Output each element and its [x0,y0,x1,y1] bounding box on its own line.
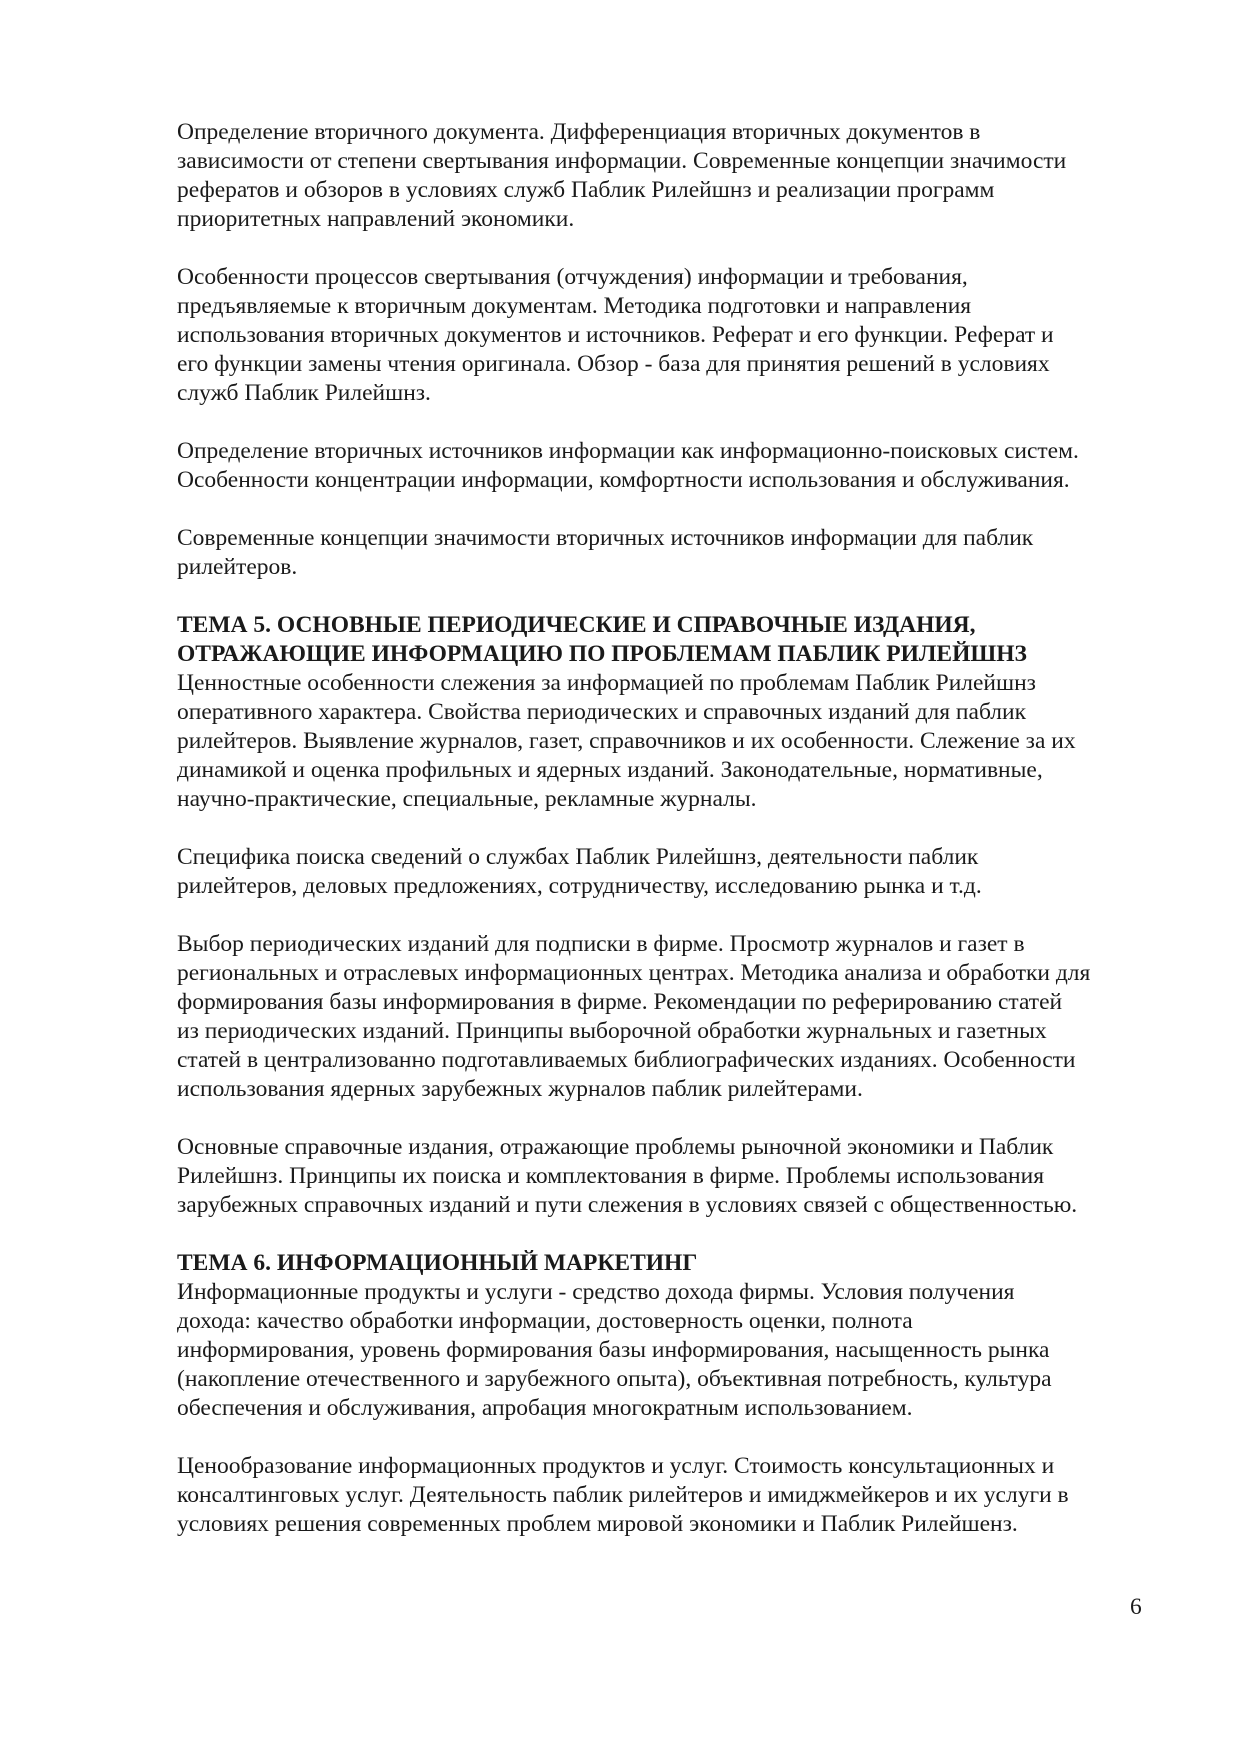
text-line: зависимости от степени свертывания информации. Современные концепции значимости [177,148,1067,174]
text-line: формирования базы информирования в фирме. Рекомендации по реферированию статей [177,989,1063,1015]
text-line: Рилейшнз. Принципы их поиска и комплектования в фирме. Проблемы использования [177,1163,1044,1189]
text-line: условиях решения современных проблем мировой экономики и Паблик Рилейшенз. [177,1511,1018,1537]
text-line: Информационные продукты и услуги - средство дохода фирмы. Условия получения [177,1279,1015,1305]
text-line: рилейтеров. [177,554,298,580]
text-line: служб Паблик Рилейшнз. [177,380,431,406]
paragraph-reference-editions [177,1133,1157,1220]
section-heading-topic-6 [177,1249,1157,1278]
text-line: его функции замены чтения оригинала. Обзор - база для принятия решений в условиях [177,351,1050,377]
text-line: обеспечения и обслуживания, апробация многократным использованием. [177,1395,913,1421]
text-line: региональных и отраслевых информационных центрах. Методика анализа и обработки для [177,960,1091,986]
heading-line: ТЕМА 6. ИНФОРМАЦИОННЫЙ МАРКЕТИНГ [177,1250,698,1276]
paragraph-periodicals-value [177,669,1157,814]
paragraph-folding-processes [177,263,1157,408]
text-line: Определение вторичного документа. Дифференциация вторичных документов в [177,119,981,145]
document-body [177,118,1157,1539]
heading-line: ОТРАЖАЮЩИЕ ИНФОРМАЦИЮ ПО ПРОБЛЕМАМ ПАБЛИК РИЛЕЙШНЗ [177,641,1027,667]
page-number: 6 [1130,1594,1142,1620]
paragraph-secondary-sources [177,437,1157,495]
paragraph-subscription-choice [177,930,1157,1104]
text-line: оперативного характера. Свойства периодических и справочных изданий для паблик [177,699,1027,725]
text-line: Специфика поиска сведений о службах Паблик Рилейшнз, деятельности паблик [177,844,979,870]
text-line: Определение вторичных источников информации как информационно-поисковых систем. [177,438,1079,464]
heading-line: ТЕМА 5. ОСНОВНЫЕ ПЕРИОДИЧЕСКИЕ И СПРАВОЧНЫЕ ИЗДАНИЯ, [177,612,976,638]
text-line: динамикой и оценка профильных и ядерных изданий. Законодательные, нормативные, [177,757,1043,783]
text-line: из периодических изданий. Принципы выборочной обработки журнальных и газетных [177,1018,1047,1044]
text-line: рилейтеров, деловых предложениях, сотрудничеству, исследованию рынка и т.д. [177,873,982,899]
text-line: Ценностные особенности слежения за информацией по проблемам Паблик Рилейшнз [177,670,1036,696]
text-line: статей в централизованно подготавливаемых библиографических изданиях. Особенности [177,1047,1076,1073]
section-heading-topic-5 [177,611,1157,669]
text-line: Выбор периодических изданий для подписки в фирме. Просмотр журналов и газет в [177,931,1025,957]
text-line: Основные справочные издания, отражающие проблемы рыночной экономики и Паблик [177,1134,1054,1160]
text-line: Особенности процессов свертывания (отчуждения) информации и требования, [177,264,968,290]
paragraph-search-specifics [177,843,1157,901]
text-line: предъявляемые к вторичным документам. Методика подготовки и направления [177,293,972,319]
text-line: информирования, уровень формирования базы информирования, насыщенность рынка [177,1337,1050,1363]
text-line: использования вторичных документов и источников. Реферат и его функции. Реферат и [177,322,1054,348]
text-line: дохода: качество обработки информации, достоверность оценки, полнота [177,1308,913,1334]
text-line: рефератов и обзоров в условиях служб Паблик Рилейшнз и реализации программ [177,177,995,203]
text-line: использования ядерных зарубежных журналов паблик рилейтерами. [177,1076,863,1102]
text-line: (накопление отечественного и зарубежного опыта), объективная потребность, культура [177,1366,1052,1392]
paragraph-modern-concepts [177,524,1157,582]
text-line: научно-практические, специальные, рекламные журналы. [177,786,757,812]
paragraph-information-products [177,1278,1157,1423]
text-line: Особенности концентрации информации, комфортности использования и обслуживания. [177,467,1070,493]
text-line: приоритетных направлений экономики. [177,206,575,232]
paragraph-secondary-document [177,118,1157,234]
paragraph-pricing [177,1452,1157,1539]
text-line: консалтинговых услуг. Деятельность паблик рилейтеров и имиджмейкеров и их услуги в [177,1482,1069,1508]
text-line: Ценообразование информационных продуктов и услуг. Стоимость консультационных и [177,1453,1055,1479]
text-line: Современные концепции значимости вторичных источников информации для паблик [177,525,1034,551]
text-line: рилейтеров. Выявление журналов, газет, справочников и их особенности. Слежение за их [177,728,1076,754]
text-line: зарубежных справочных изданий и пути слежения в условиях связей с общественностью. [177,1192,1078,1218]
